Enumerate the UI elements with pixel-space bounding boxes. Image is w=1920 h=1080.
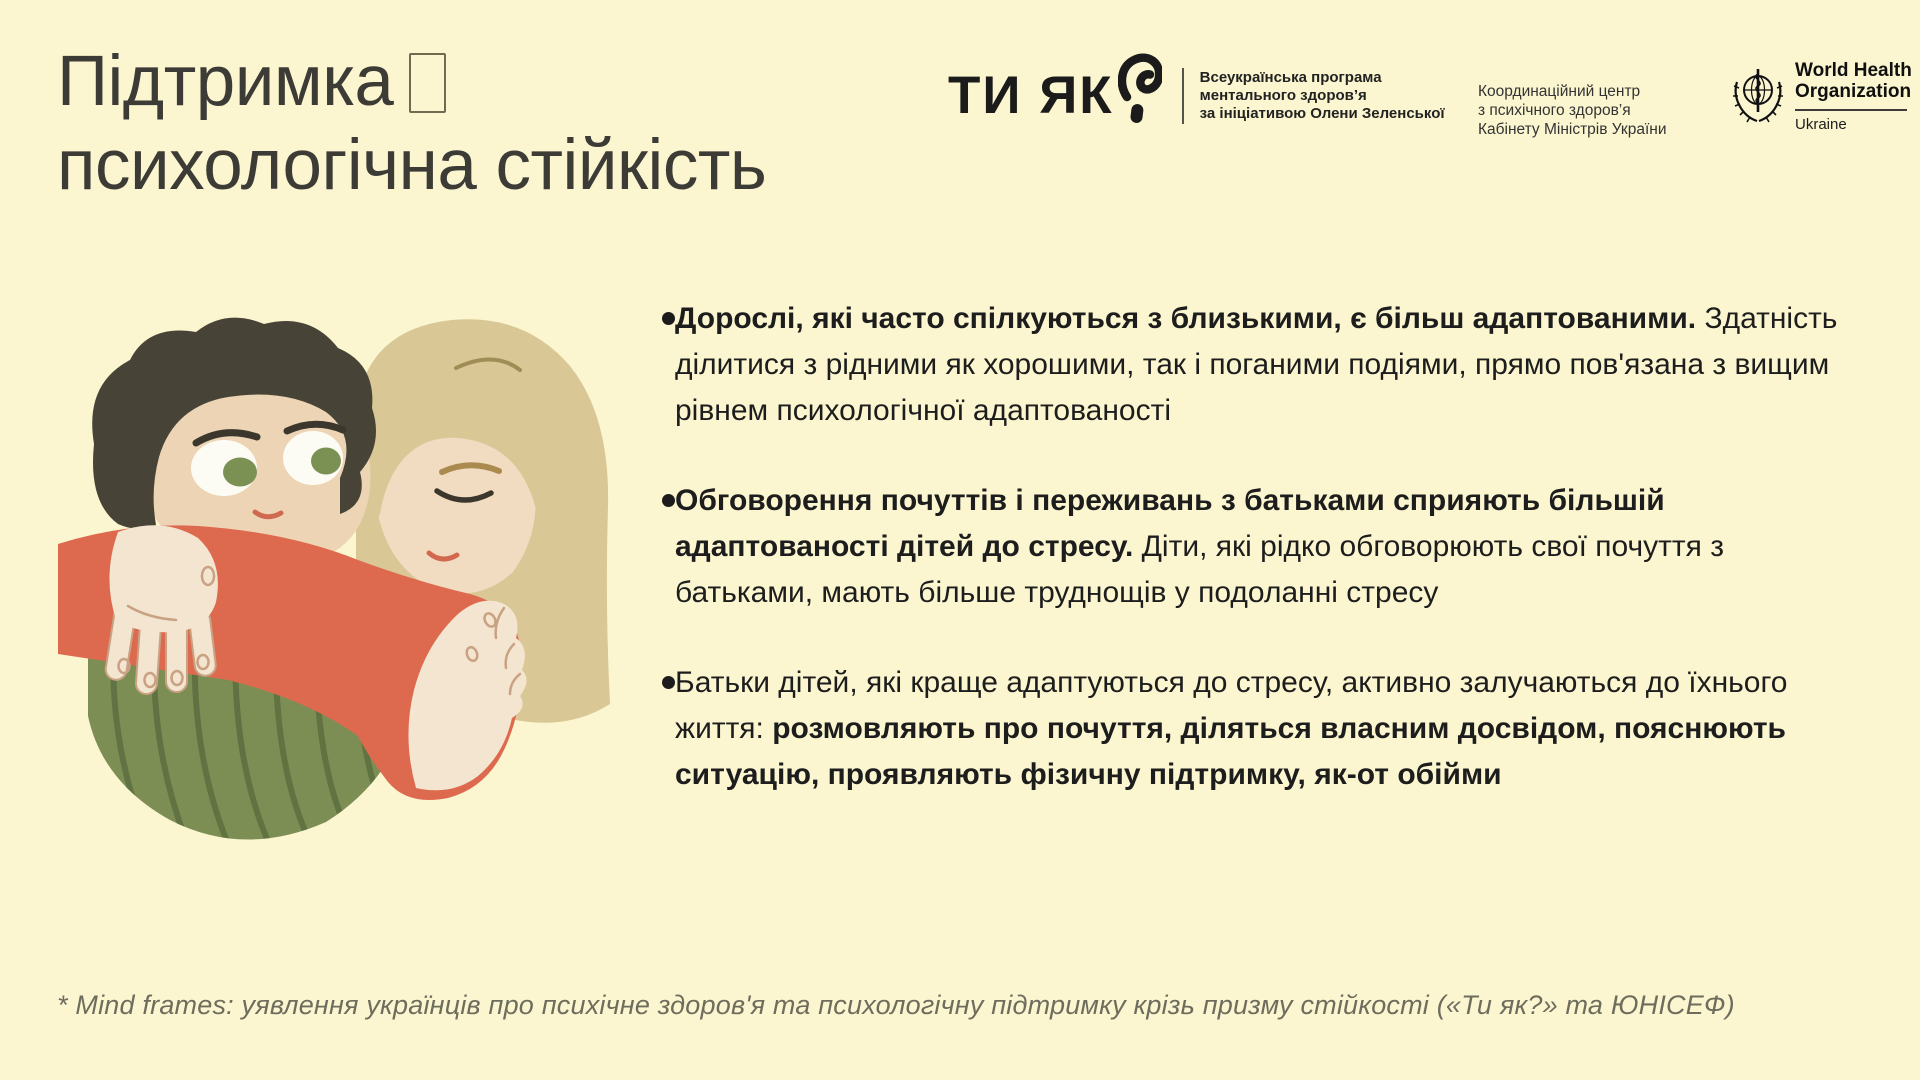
page-title xyxy=(57,40,766,208)
coordination-line2: з психічного здоров’я xyxy=(1478,102,1631,119)
tyyak-tagline xyxy=(1200,69,1445,123)
tyyak-question-mark-icon xyxy=(1118,53,1162,125)
title-line-1-text: Підтримка xyxy=(57,42,394,121)
bullet-2-text xyxy=(675,478,1857,616)
tyyak-tagline-line1: Всеукраїнська програма xyxy=(1199,69,1382,86)
boy-iris-left xyxy=(223,458,257,487)
bullet-1-text xyxy=(675,296,1857,434)
tyyak-tagline-line3: за ініціативою Олени Зеленської xyxy=(1199,105,1445,122)
bullet-1-regular: Здатність ділитися з рідними як хорошими, так і поганими подіями, прямо пов'язана з вищим рівнем психологічної адаптованості xyxy=(675,302,1838,427)
bullet-3-regular: Батьки дітей, які краще адаптуються до стресу, активно залучаються до їхнього життя: xyxy=(675,666,1788,745)
who-name xyxy=(1795,60,1912,102)
title-line-1 xyxy=(57,40,766,124)
bullet-1-bold: Дорослі, які часто спілкуються з близькими, є більш адаптованими. xyxy=(675,302,1697,335)
coordination-center-logo xyxy=(1478,82,1666,139)
list-item xyxy=(662,478,1857,616)
bullet-dot-icon xyxy=(662,494,675,507)
bullet-3-text xyxy=(675,660,1857,798)
bullet-2-regular: Діти, які рідко обговорюють свої почуття з батьками, мають більше труднощів у подоланні стресу xyxy=(675,530,1724,609)
logo-divider xyxy=(1182,68,1184,124)
coordination-line1: Координаційний центр xyxy=(1478,83,1641,100)
bullet-2-bold: Обговорення почуттів і переживань з батьками сприяють більшій адаптованості дітей до стресу. xyxy=(675,484,1665,563)
who-name-line1: World Health xyxy=(1795,60,1912,81)
title-line-2: психологічна стійкість xyxy=(57,126,767,205)
bullet-dot-icon xyxy=(662,676,675,689)
bullet-3-bold: розмовляють про почуття, діляться власним досвідом, пояснюють ситуацію, проявляють фізичну підтримку, як-от обійми xyxy=(675,712,1786,791)
list-item xyxy=(662,660,1857,798)
who-text xyxy=(1795,60,1912,133)
tyyak-logo xyxy=(948,66,1445,126)
bullet-dot-icon xyxy=(662,312,675,325)
coordination-line3: Кабінету Міністрів України xyxy=(1478,121,1667,138)
who-logo xyxy=(1730,60,1912,133)
who-region: Ukraine xyxy=(1795,116,1847,133)
who-emblem-icon xyxy=(1730,66,1786,128)
hug-illustration xyxy=(58,276,618,896)
bullet-list xyxy=(662,296,1857,842)
tyyak-tagline-line2: ментального здоров’я xyxy=(1199,87,1367,104)
boy-iris-right xyxy=(311,448,341,475)
who-divider xyxy=(1795,109,1907,111)
list-item xyxy=(662,296,1857,434)
who-name-line2: Organization xyxy=(1795,81,1912,102)
missing-emoji-glyph xyxy=(409,53,446,113)
footnote: * Mind frames: уявлення українців про психічне здоров'я та психологічну підтримку крізь призму стійкості («Ти як?» та ЮНІСЕФ) xyxy=(57,990,1735,1020)
tyyak-wordmark: ТИ ЯК xyxy=(948,66,1114,125)
